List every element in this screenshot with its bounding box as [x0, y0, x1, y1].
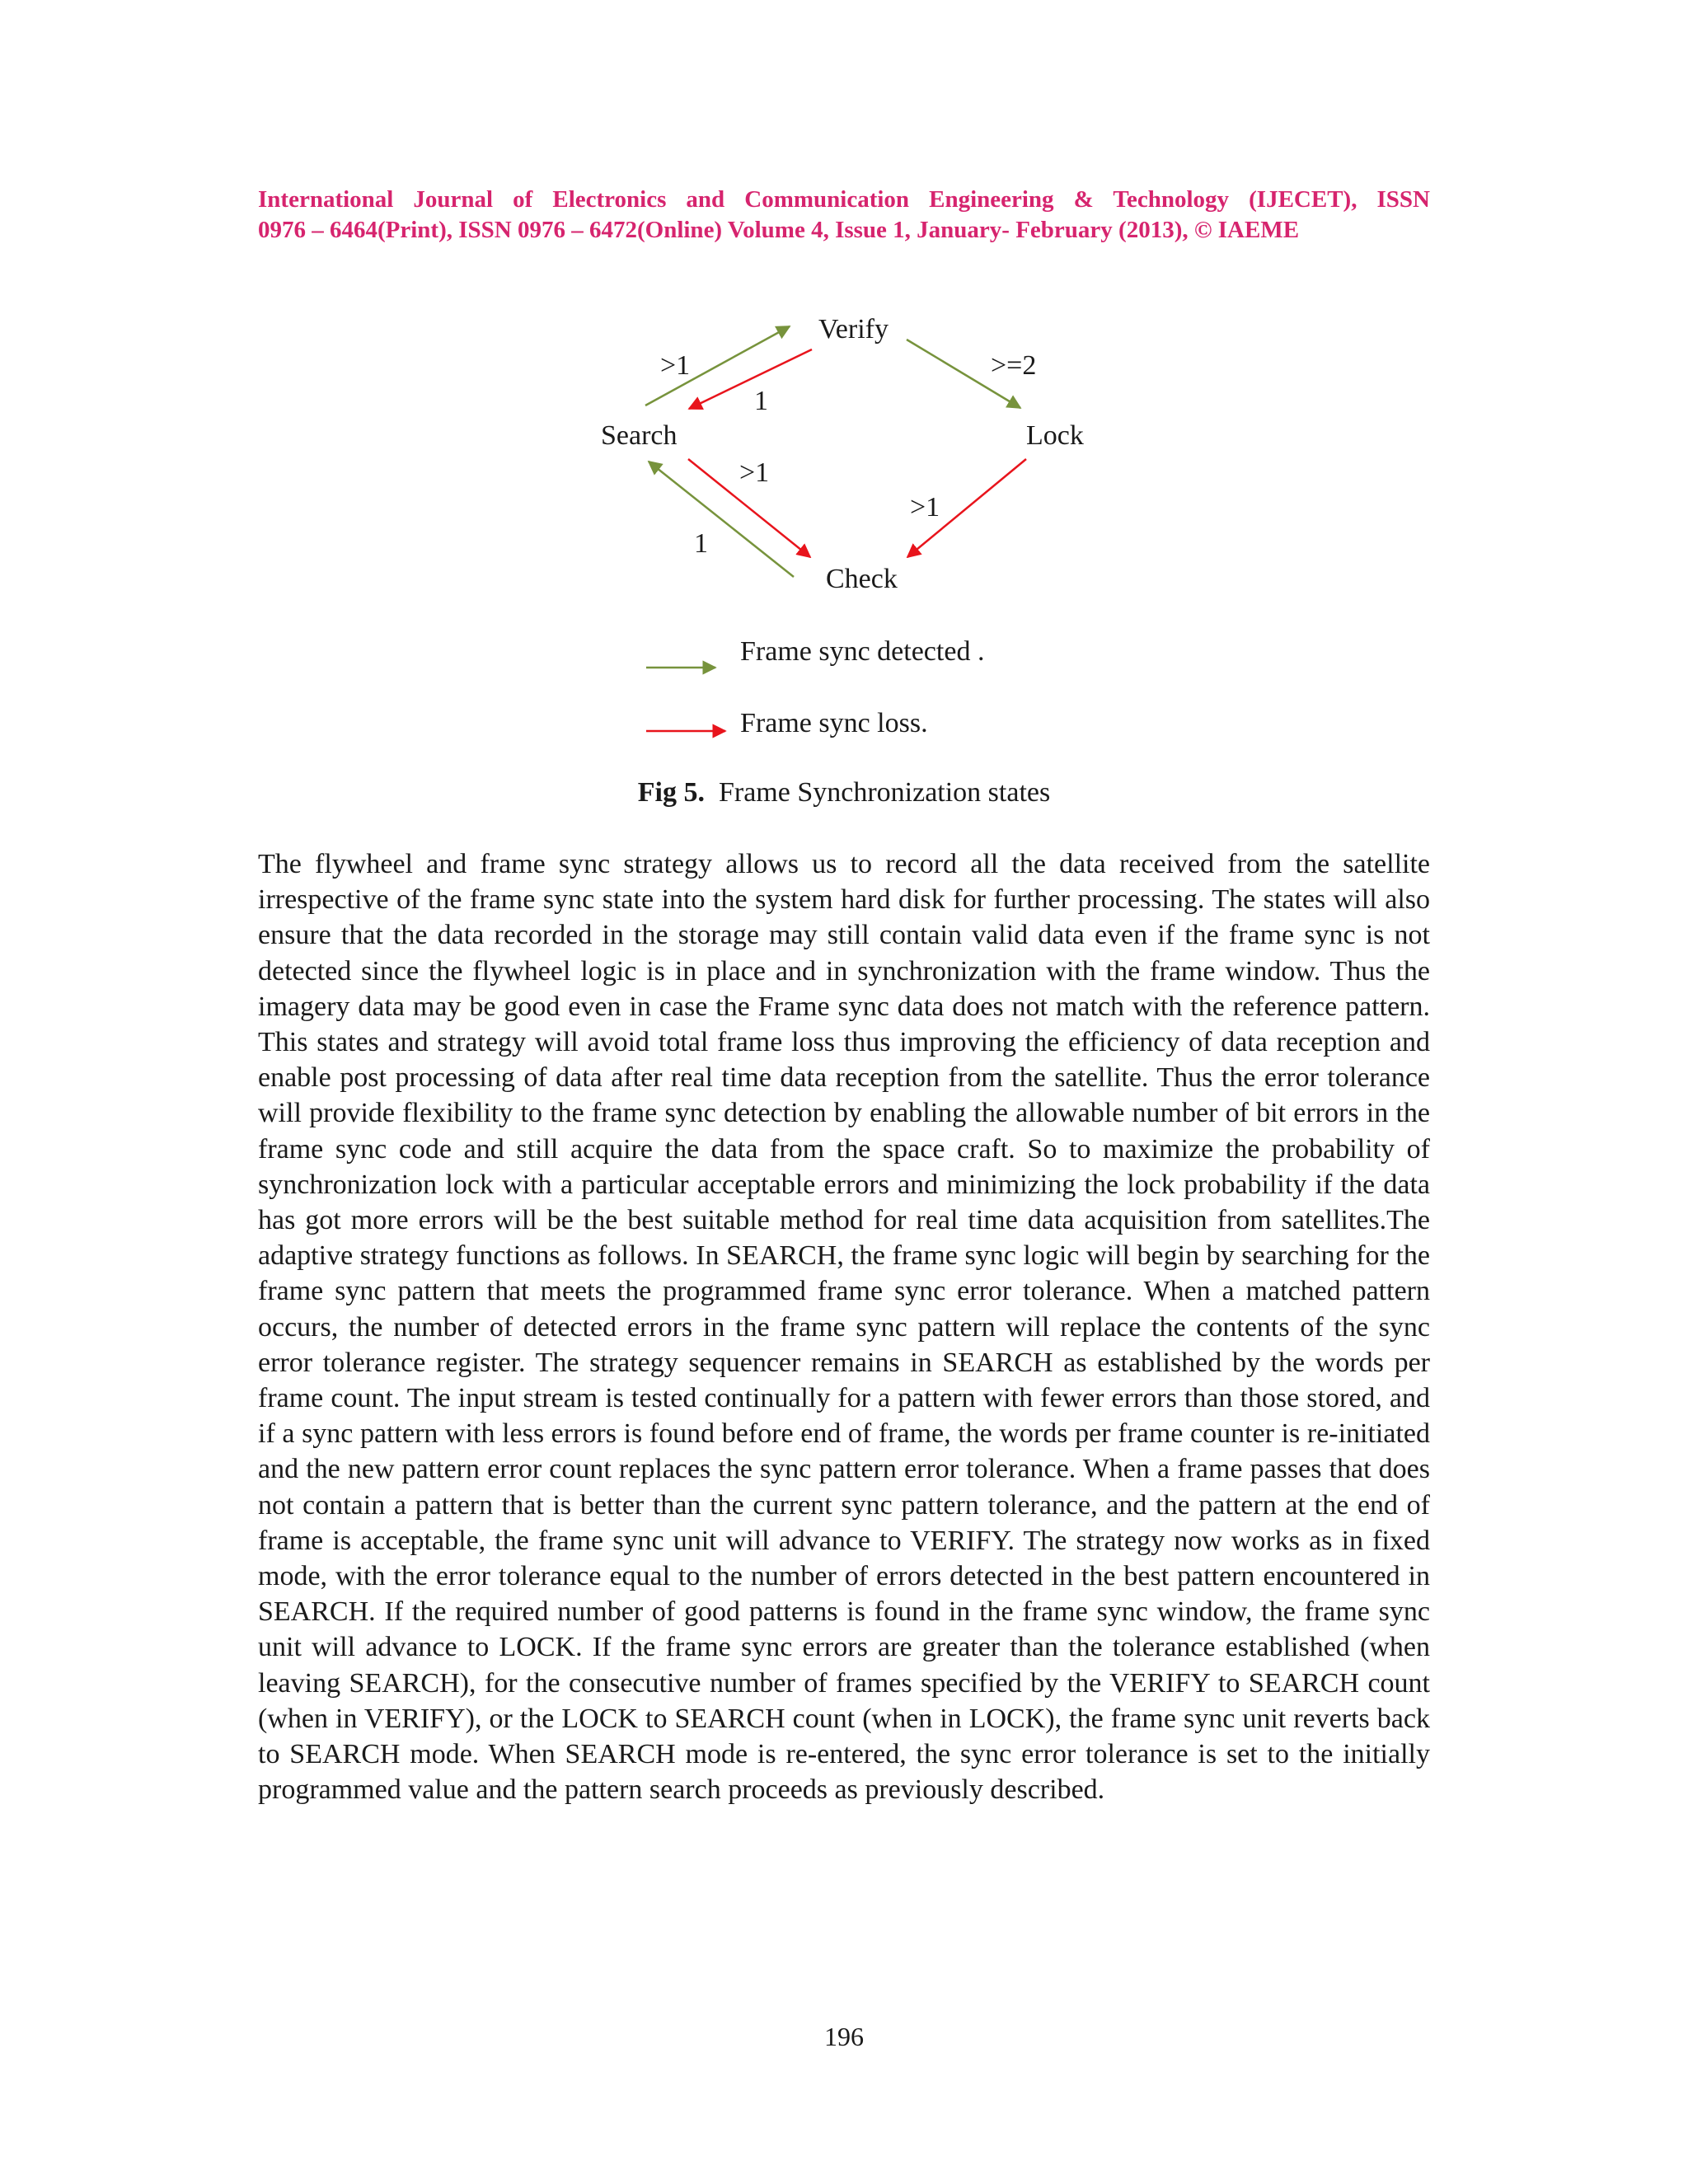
state-lock: Lock — [1026, 420, 1084, 451]
journal-header-line-2: 0976 – 6464(Print), ISSN 0976 – 6472(Online) Volume 4, Issue 1, January- February (2013), © IAEME — [258, 217, 1300, 243]
journal-header-line-1: International Journal of Electronics and Communication Engineering & Technology (IJECET), ISSN — [258, 186, 1430, 213]
label-lock-to-check: >1 — [910, 492, 940, 523]
arrow-check-to-search — [649, 462, 794, 577]
figure-caption — [0, 775, 1688, 811]
frame-sync-state-diagram — [0, 297, 1688, 758]
figure-caption-label: Fig 5. — [637, 777, 705, 808]
figure-caption-text: Frame Synchronization states — [718, 777, 1051, 808]
page-number: 196 — [824, 2022, 864, 2051]
label-verify-to-search: 1 — [754, 386, 768, 416]
state-check: Check — [826, 564, 898, 594]
state-verify: Verify — [818, 314, 889, 344]
body-paragraph: The flywheel and frame sync strategy allows us to record all the data received from the satellite irrespective of the frame sync state into the system hard disk for further processing. The states will also ensure that the data recorded in the storage may still contain valid data even if the frame sync is not detected since the flywheel logic is in place and in synchronization with the frame window. Thus the imagery data may be good even in case the Frame sync data does not match with the reference pattern. This states and strategy will avoid total frame loss thus improving the efficiency of data reception and enable post processing of data after real time data reception from the satellite. Thus the error tolerance will provide flexibility to the frame sync detection by enabling the allowable number of bit errors in the frame sync code and still acquire the data from the space craft. So to maximize the probability of synchronization lock with a particular acceptable errors and minimizing the lock probability if the data has got more errors will be the best suitable method for real time data acquisition from satellites.The adaptive strategy functions as follows. In SEARCH, the frame sync logic will begin by searching for the frame sync pattern that meets the programmed frame sync error tolerance. When a matched pattern occurs, the number of detected errors in the frame sync pattern will replace the contents of the sync error tolerance register. The strategy sequencer remains in SEARCH as established by the words per frame count. The input stream is tested continually for a pattern with fewer errors than those stored, and if a sync pattern with less errors is found before end of frame, the words per frame counter is re-initiated and the new pattern error count replaces the sync pattern error tolerance. When a frame passes that does not contain a pattern that is better than the current sync pattern tolerance, and the pattern at the end of frame is acceptable, the frame sync unit will advance to VERIFY. The strategy now works as in fixed mode, with the error tolerance equal to the number of errors detected in the best pattern encountered in SEARCH. If the required number of good patterns is found in the frame sync window, the frame sync unit will advance to LOCK. If the frame sync errors are greater than the tolerance established (when leaving SEARCH), for the consecutive number of frames specified by the VERIFY to SEARCH count (when in VERIFY), or the LOCK to SEARCH count (when in LOCK), the frame sync unit reverts back to SEARCH mode. When SEARCH mode is re-entered, the sync error tolerance is set to the initially programmed value and the pattern search proceeds as previously described. — [258, 849, 1430, 1806]
arrow-verify-to-search — [689, 349, 812, 409]
legend-loss-label: Frame sync loss. — [740, 708, 928, 738]
label-search-to-verify: >1 — [660, 350, 691, 381]
journal-header — [258, 185, 1430, 246]
label-check-to-search: 1 — [694, 528, 708, 559]
legend-detected-label: Frame sync detected . — [740, 636, 985, 667]
label-search-to-check: >1 — [739, 457, 770, 488]
state-search: Search — [601, 420, 678, 451]
label-verify-to-lock: >=2 — [991, 350, 1037, 381]
